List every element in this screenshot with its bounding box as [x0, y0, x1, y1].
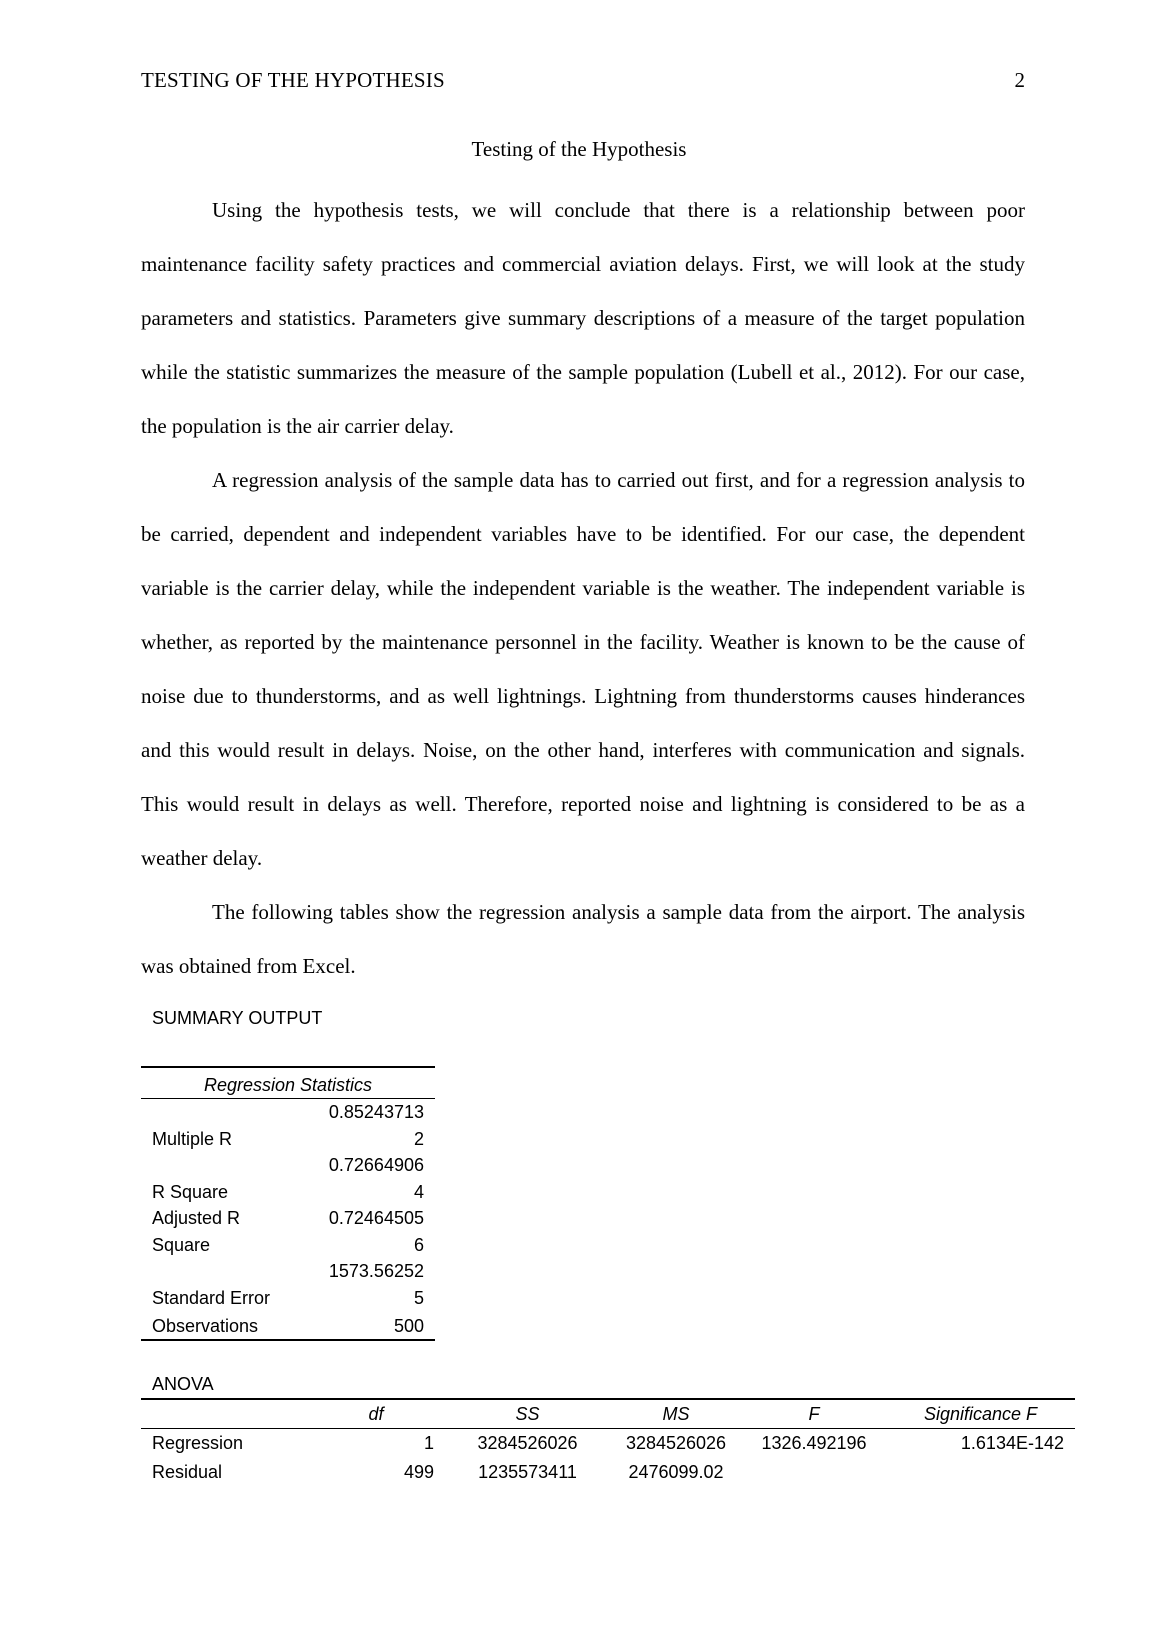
f-value [742, 1458, 886, 1487]
table-row [141, 1458, 1075, 1487]
stat-value: 4 [413, 1181, 424, 1202]
df-value: 499 [403, 1462, 434, 1482]
column-header-ms: MS [610, 1399, 742, 1429]
body-text [141, 183, 1025, 993]
ss-value: 1235573411 [478, 1462, 577, 1482]
column-header [141, 1399, 307, 1429]
table-row [141, 1285, 435, 1312]
table-row [141, 1232, 435, 1259]
significance-f-value: 1.6134E-142 [960, 1433, 1064, 1453]
stat-label: Multiple R [152, 1128, 233, 1149]
stat-value: 5 [413, 1287, 424, 1308]
table-row [141, 1311, 435, 1340]
stat-value: 1573.56252 [328, 1261, 424, 1281]
table-row [141, 1429, 1075, 1459]
row-name: Regression [152, 1433, 244, 1453]
stat-label: Adjusted R [152, 1208, 241, 1228]
regression-statistics-table [141, 1066, 435, 1341]
anova-table [141, 1398, 1075, 1487]
anova-label: ANOVA [152, 1374, 214, 1394]
stat-value: 0.72464505 [328, 1208, 424, 1228]
table-row [141, 1126, 435, 1153]
table-row [141, 1099, 435, 1126]
page-number: 2 [1014, 68, 1025, 92]
column-header-df: df [307, 1399, 445, 1429]
running-head: TESTING OF THE HYPOTHESIS [141, 68, 445, 92]
stat-value: 6 [413, 1234, 424, 1255]
anova-header-row [141, 1399, 1075, 1429]
document-title: Testing of the Hypothesis [471, 137, 687, 161]
table-row [141, 1179, 435, 1206]
column-header-ss: SS [445, 1399, 610, 1429]
stat-label [141, 1258, 301, 1285]
paragraph-1: Using the hypothesis tests, we will conclude that there is a relationship between poor maintenance facility safety practices and commercial aviation delays. First, we will look at the study parameters and statistics. Parameters give summary descriptions of a measure of the target population while the statistic summarizes the measure of the sample population (Lubell et al., 2012). For our case, the population is the air carrier delay. [141, 198, 1025, 438]
stat-label [141, 1152, 301, 1179]
stat-label: Standard Error [152, 1287, 271, 1308]
stat-label: Observations [141, 1311, 301, 1340]
stat-label [141, 1099, 301, 1126]
ms-value: 2476099.02 [628, 1462, 724, 1482]
column-header-f: F [742, 1399, 886, 1429]
stat-label: Square [152, 1234, 211, 1255]
paragraph-3: The following tables show the regression analysis a sample data from the airport. The analysis was obtained from Excel. [141, 900, 1025, 978]
summary-output-label: SUMMARY OUTPUT [152, 1008, 323, 1028]
f-value: 1326.492196 [761, 1433, 867, 1453]
ms-value: 3284526026 [625, 1433, 727, 1453]
ss-value: 3284526026 [477, 1433, 578, 1453]
significance-f-value [886, 1458, 1075, 1487]
df-value: 1 [423, 1433, 434, 1453]
stat-value: 0.72664906 [328, 1155, 424, 1175]
stat-label: R Square [152, 1181, 229, 1202]
stat-value: 0.85243713 [328, 1102, 424, 1122]
table-row [141, 1258, 435, 1285]
regression-statistics-header: Regression Statistics [141, 1067, 435, 1099]
stat-value: 500 [301, 1311, 435, 1340]
table-row [141, 1205, 435, 1232]
row-name: Residual [152, 1462, 223, 1482]
table-row [141, 1152, 435, 1179]
stat-value: 2 [413, 1128, 424, 1149]
paragraph-2: A regression analysis of the sample data has to carried out first, and for a regression analysis to be carried, dependent and independent variables have to be identified. For our case, the dependent variable is the carrier delay, while the independent variable is the weather. The independent variable is whether, as reported by the maintenance personnel in the facility. Weather is known to be the cause of noise due to thunderstorms, and as well lightnings. Lightning from thunderstorms causes hinderances and this would result in delays. Noise, on the other hand, interferes with communication and signals. This would result in delays as well. Therefore, reported noise and lightning is considered to be as a weather delay. [141, 468, 1025, 870]
column-header-significance-f: Significance F [886, 1399, 1075, 1429]
